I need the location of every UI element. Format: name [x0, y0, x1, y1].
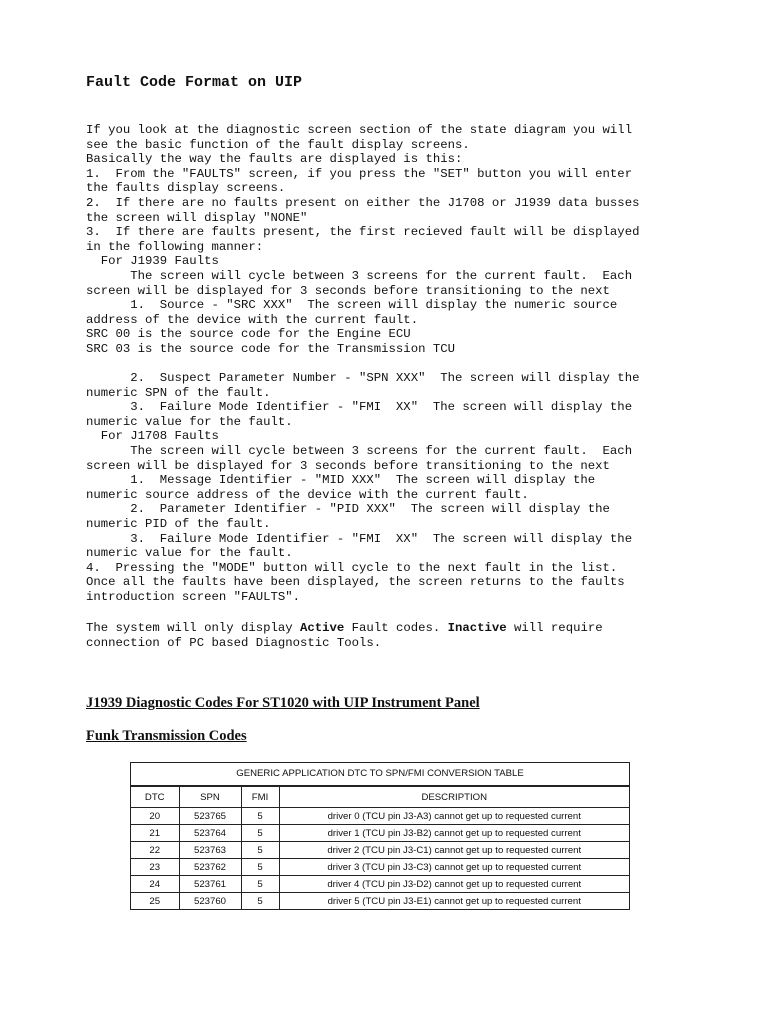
description-cell: driver 1 (TCU pin J3-B2) cannot get up to requested current — [279, 825, 629, 842]
text-line: For J1939 Faults — [86, 254, 219, 269]
text-line: 3. If there are faults present, the first recieved fault will be displayed — [86, 225, 640, 240]
notice-text: will require — [506, 621, 603, 635]
column-header-spn: SPN — [179, 787, 241, 808]
fmi-cell: 5 — [241, 808, 279, 825]
column-header-description: DESCRIPTION — [279, 787, 629, 808]
text-line: 1. Message Identifier - "MID XXX" The screen will display the — [86, 473, 596, 488]
text-line: For J1708 Faults — [86, 429, 219, 444]
active-keyword: Active — [300, 621, 345, 635]
description-cell: driver 3 (TCU pin J3-C3) cannot get up to requested current — [279, 859, 629, 876]
text-line: Basically the way the faults are displayed is this: — [86, 152, 463, 167]
table-row — [131, 893, 629, 910]
spn-cell: 523765 — [179, 808, 241, 825]
section-heading-j1939: J1939 Diagnostic Codes For ST1020 with UIP Instrument Panel — [86, 695, 480, 711]
dtc-conversion-table — [130, 762, 630, 910]
dtc-cell: 22 — [131, 842, 179, 859]
text-line: the screen will display "NONE" — [86, 210, 308, 225]
text-line: 2. If there are no faults present on either the J1708 or J1939 data busses — [86, 195, 640, 210]
dtc-cell: 23 — [131, 859, 179, 876]
text-line: SRC 00 is the source code for the Engine ECU — [86, 327, 411, 342]
section-heading-funk: Funk Transmission Codes — [86, 728, 247, 744]
dtc-cell: 20 — [131, 808, 179, 825]
text-line: introduction screen "FAULTS". — [86, 590, 301, 604]
text-line: numeric PID of the fault. — [86, 517, 271, 532]
text-line: see the basic function of the fault display screens. — [86, 137, 470, 152]
description-cell: driver 5 (TCU pin J3-E1) cannot get up to requested current — [279, 893, 629, 910]
dtc-cell: 21 — [131, 825, 179, 842]
spn-cell: 523763 — [179, 842, 241, 859]
description-cell: driver 2 (TCU pin J3-C1) cannot get up to requested current — [279, 842, 629, 859]
table-row — [131, 876, 629, 893]
table-row — [131, 859, 629, 876]
fmi-cell: 5 — [241, 893, 279, 910]
notice-paragraph — [86, 621, 603, 650]
text-line: address of the device with the current fault. — [86, 312, 419, 327]
description-cell: driver 4 (TCU pin J3-D2) cannot get up to requested current — [279, 876, 629, 893]
text-line: 2. Suspect Parameter Number - "SPN XXX" The screen will display the — [86, 371, 640, 386]
text-line: The screen will cycle between 3 screens for the current fault. Each — [86, 268, 633, 283]
body-text — [86, 123, 639, 605]
text-line: Once all the faults have been displayed, the screen returns to the faults — [86, 575, 625, 590]
fmi-cell: 5 — [241, 859, 279, 876]
text-line: numeric value for the fault. — [86, 414, 293, 429]
table-row — [131, 842, 629, 859]
notice-text: connection of PC based Diagnostic Tools. — [86, 635, 382, 650]
fmi-cell: 5 — [241, 825, 279, 842]
notice-text: The system will only display — [86, 621, 301, 635]
text-line: screen will be displayed for 3 seconds before transitioning to the next — [86, 458, 610, 473]
text-line: 3. Failure Mode Identifier - "FMI XX" The screen will display the — [86, 400, 633, 415]
notice-text: Fault codes. — [344, 621, 448, 635]
dtc-cell: 24 — [131, 876, 179, 893]
fmi-cell: 5 — [241, 842, 279, 859]
table-header-row — [131, 787, 629, 808]
spn-cell: 523761 — [179, 876, 241, 893]
text-line: 1. From the "FAULTS" screen, if you press the "SET" button you will enter — [86, 166, 633, 181]
table-row — [131, 825, 629, 842]
text-line: 3. Failure Mode Identifier - "FMI XX" The screen will display the — [86, 531, 633, 546]
text-line: 2. Parameter Identifier - "PID XXX" The screen will display the — [86, 502, 610, 517]
text-line: SRC 03 is the source code for the Transmission TCU — [86, 341, 455, 356]
table-body — [131, 808, 629, 910]
fmi-cell: 5 — [241, 876, 279, 893]
text-line: The screen will cycle between 3 screens for the current fault. Each — [86, 444, 633, 459]
text-line: numeric SPN of the fault. — [86, 385, 271, 400]
inactive-keyword: Inactive — [447, 621, 507, 635]
column-header-dtc: DTC — [131, 787, 179, 808]
text-line: numeric source address of the device with the current fault. — [86, 487, 529, 502]
text-line: 4. Pressing the "MODE" button will cycle to the next fault in the list. — [86, 560, 618, 575]
text-line: in the following manner: — [86, 239, 264, 254]
text-line: numeric value for the fault. — [86, 546, 293, 561]
text-line: 1. Source - "SRC XXX" The screen will display the numeric source — [86, 298, 618, 313]
text-line: If you look at the diagnostic screen section of the state diagram you will — [86, 123, 633, 137]
description-cell: driver 0 (TCU pin J3-A3) cannot get up to requested current — [279, 808, 629, 825]
column-header-fmi: FMI — [241, 787, 279, 808]
table-caption: GENERIC APPLICATION DTC TO SPN/FMI CONVERSION TABLE — [131, 763, 629, 786]
spn-cell: 523762 — [179, 859, 241, 876]
page-title: Fault Code Format on UIP — [86, 74, 303, 91]
spn-cell: 523760 — [179, 893, 241, 910]
spn-cell: 523764 — [179, 825, 241, 842]
table-row — [131, 808, 629, 825]
text-line: the faults display screens. — [86, 181, 286, 196]
text-line: screen will be displayed for 3 seconds before transitioning to the next — [86, 283, 610, 298]
dtc-cell: 25 — [131, 893, 179, 910]
